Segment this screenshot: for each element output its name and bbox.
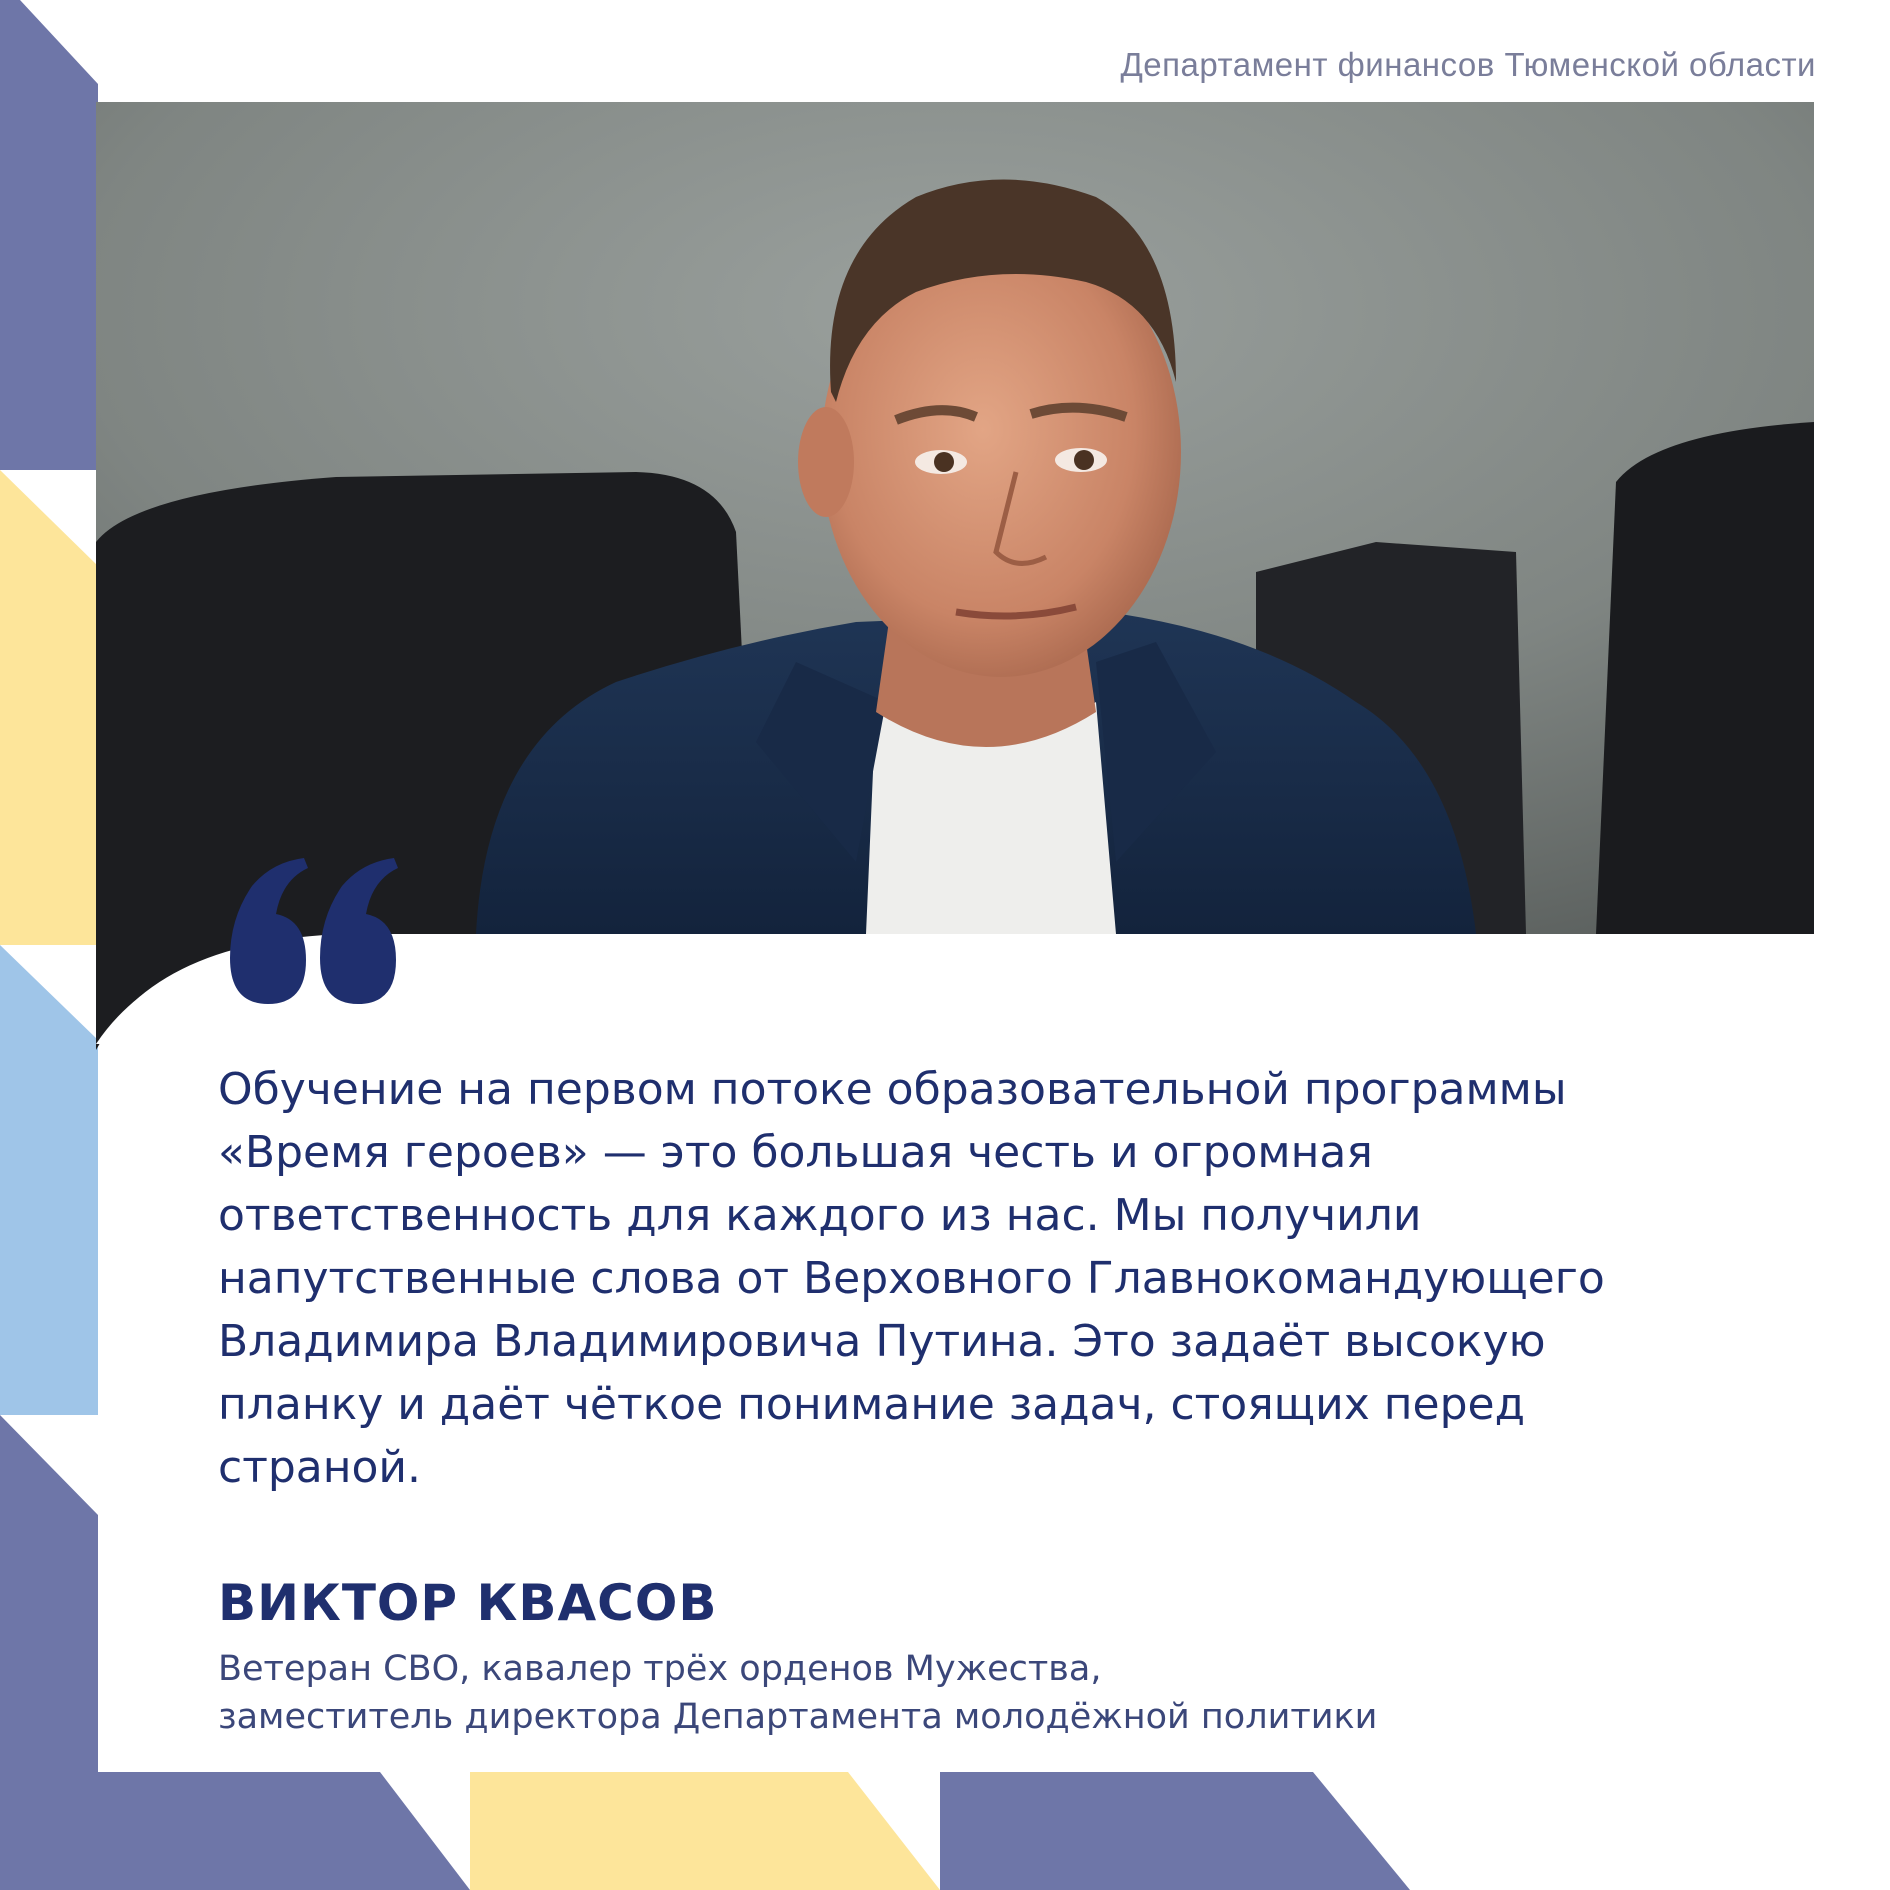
- ear: [798, 407, 854, 517]
- deco-block-yellow: [0, 470, 98, 945]
- quote-text: Обучение на первом потоке образовательной программы «Время героев» — это большая честь и огромная ответственность для каждого из нас. Мы получили напутственные слова от Верховного Главнокомандующего Владимира Владимировича Путина. Это задаёт высокую планку и даёт чёткое понимание задач, стоящих перед страной.: [218, 1064, 1605, 1493]
- opening-quote-icon: [222, 858, 412, 1006]
- deco-bottom-slate-right: [940, 1772, 1410, 1890]
- deco-bottom-yellow: [470, 1772, 940, 1890]
- decorative-left-strip: [0, 0, 98, 1890]
- decorative-bottom-strip: [0, 1772, 1890, 1890]
- chair-right: [1596, 422, 1814, 934]
- portrait-photo: [96, 102, 1814, 934]
- author-name: ВИКТОР КВАСОВ: [218, 1574, 718, 1632]
- deco-block-lightblue: [0, 945, 98, 1415]
- organization-header: Департамент финансов Тюменской области: [1120, 46, 1816, 83]
- deco-bottom-slate-left: [0, 1772, 470, 1890]
- deco-block-slate-top: [0, 0, 98, 470]
- author-description: Ветеран СВО, кавалер трёх орденов Мужества, заместитель директора Департамента молодёжной политики: [218, 1649, 1378, 1737]
